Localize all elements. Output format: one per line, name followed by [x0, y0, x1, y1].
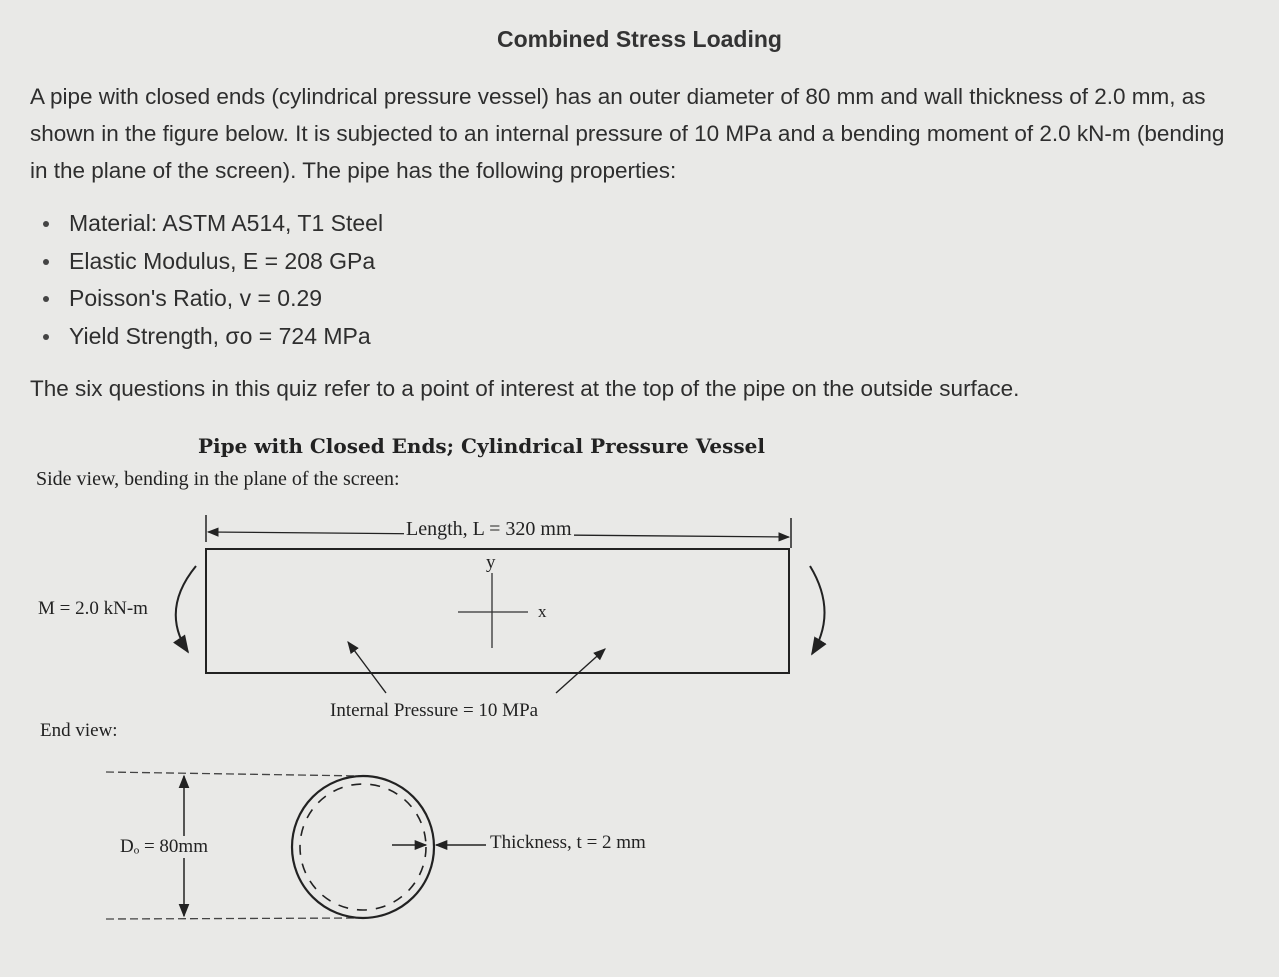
diameter-label: Dₒ = 80mm	[120, 836, 208, 857]
figure-title: Pipe with Closed Ends; Cylindrical Pressure Vessel	[198, 434, 765, 458]
thickness-label: Thickness, t = 2 mm	[490, 832, 646, 853]
pressure-arrows	[348, 642, 605, 693]
centroid-axes	[458, 573, 528, 648]
page-title: Combined Stress Loading	[497, 26, 782, 52]
x-axis-label: x	[538, 602, 547, 621]
property-material: Material: ASTM A514, T1 Steel	[40, 205, 383, 243]
point-of-interest-note: The six questions in this quiz refer to a point of interest at the top of the pipe on the outside surface.	[30, 376, 1020, 401]
end-view-label: End view:	[40, 720, 118, 741]
side-view-label: Side view, bending in the plane of the screen:	[36, 468, 400, 490]
y-axis-label: y	[486, 552, 496, 573]
property-poissons-ratio: Poisson's Ratio, v = 0.29	[40, 280, 383, 318]
property-elastic-modulus: Elastic Modulus, E = 208 GPa	[40, 243, 383, 281]
pipe-side-view	[206, 549, 789, 673]
internal-pressure-label: Internal Pressure = 10 MPa	[330, 700, 539, 721]
length-label: Length, L = 320 mm	[406, 518, 572, 540]
intro-paragraph: A pipe with closed ends (cylindrical pressure vessel) has an outer diameter of 80 mm and wall thickness of 2.0 mm, as shown in the figure below. It is subjected to an internal pressure of 10 MPa and a bending moment of 2.0 kN-m (bending in the plane of the screen). The pipe has the following properties:	[30, 84, 1225, 183]
moment-label: M = 2.0 kN-m	[38, 598, 148, 619]
bending-moment-arrows	[176, 566, 825, 654]
property-yield-strength: Yield Strength, σo = 724 MPa	[40, 318, 383, 356]
pipe-end-view	[292, 776, 434, 918]
